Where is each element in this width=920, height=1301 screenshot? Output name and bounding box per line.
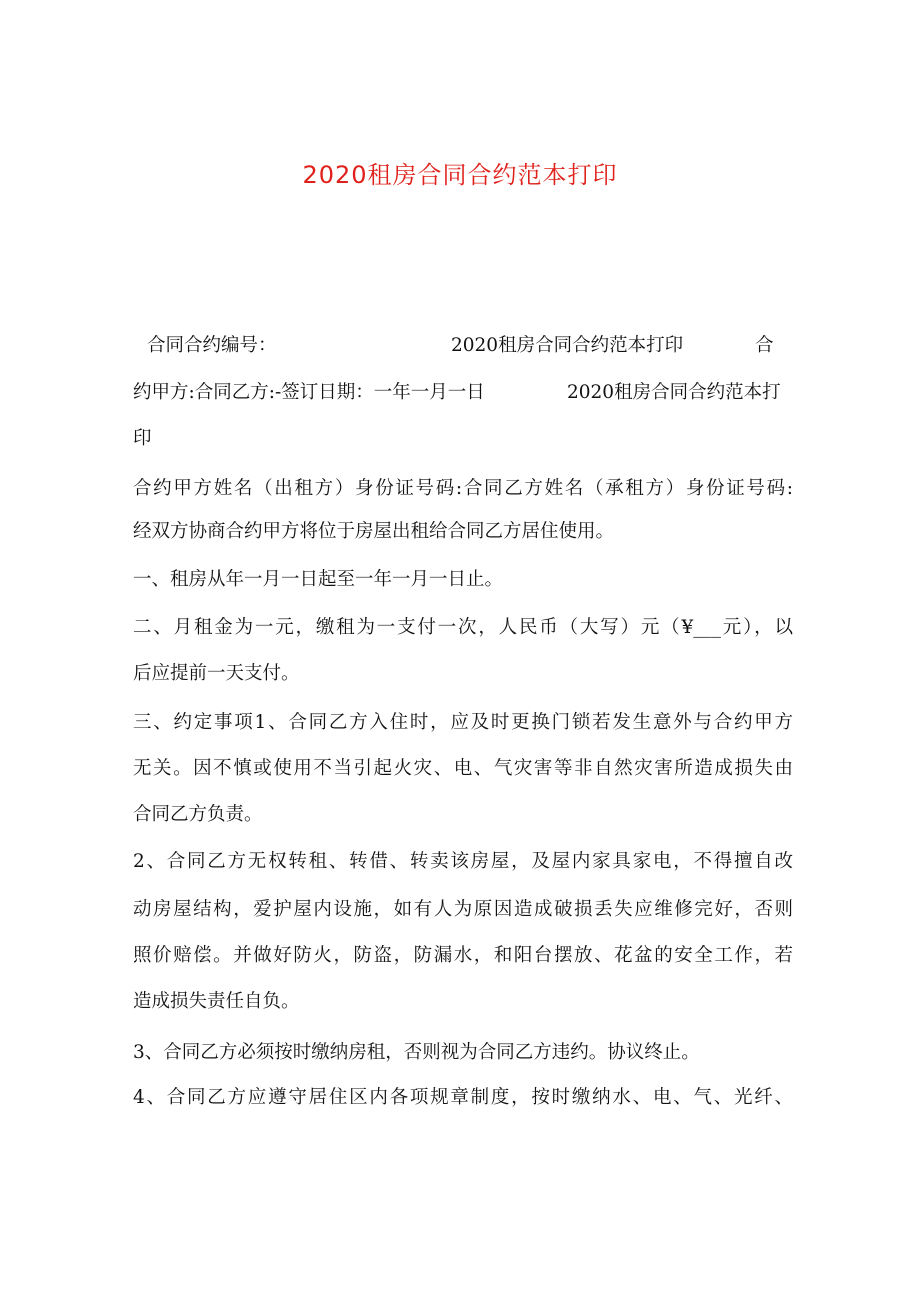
body-line: 3、合同乙方必须按时缴纳房租，否则视为合同乙方违约。协议终止。 [133, 1042, 700, 1063]
header-line-1-tail: 合 [755, 335, 774, 356]
body-line: 后应提前一天支付。 [133, 663, 300, 684]
body-line: 一、租房从年一月一日起至一年一月一日止。 [133, 569, 504, 590]
body-line: 经双方协商合约甲方将位于房屋出租给合同乙方居住使用。 [133, 521, 615, 542]
body-line: 无关。因不慎或使用不当引起火灾、电、气灾害等非自然灾害所造成损失由 [133, 758, 793, 779]
contract-number-label: 合同合约编号： [147, 335, 277, 356]
body-line: 二、月租金为一元，缴租为一支付一次，人民币（大写）元（¥___元），以 [133, 617, 793, 638]
body-line: 造成损失责任自负。 [133, 991, 300, 1012]
body-line: 合同乙方负责。 [133, 804, 263, 825]
body-line: 4、合同乙方应遵守居住区内各项规章制度，按时缴纳水、电、气、光纤、 [133, 1087, 793, 1108]
contract-number-value: 2020租房合同合约范本打印 [451, 335, 684, 356]
document-title: 2020租房合同合约范本打印 [302, 161, 618, 189]
header-line-3: 印 [133, 428, 152, 449]
body-line: 2、合同乙方无权转租、转借、转卖该房屋，及屋内家具家电，不得擅自改 [133, 851, 793, 872]
body-line: 动房屋结构，爱护屋内设施，如有人为原因造成破损丢失应维修完好，否则 [133, 899, 793, 920]
body-line: 照价赔偿。并做好防火，防盗，防漏水，和阳台摆放、花盆的安全工作，若 [133, 945, 793, 966]
parties-and-date: 约甲方:合同乙方:-签订日期：一年一月一日 [133, 382, 485, 403]
header-line-2-doc-name: 2020租房合同合约范本打 [567, 382, 781, 403]
body-line: 合约甲方姓名（出租方）身份证号码:合同乙方姓名（承租方）身份证号码: [133, 478, 793, 499]
body-line: 三、约定事项1、合同乙方入住时，应及时更换门锁若发生意外与合约甲方 [133, 712, 793, 733]
